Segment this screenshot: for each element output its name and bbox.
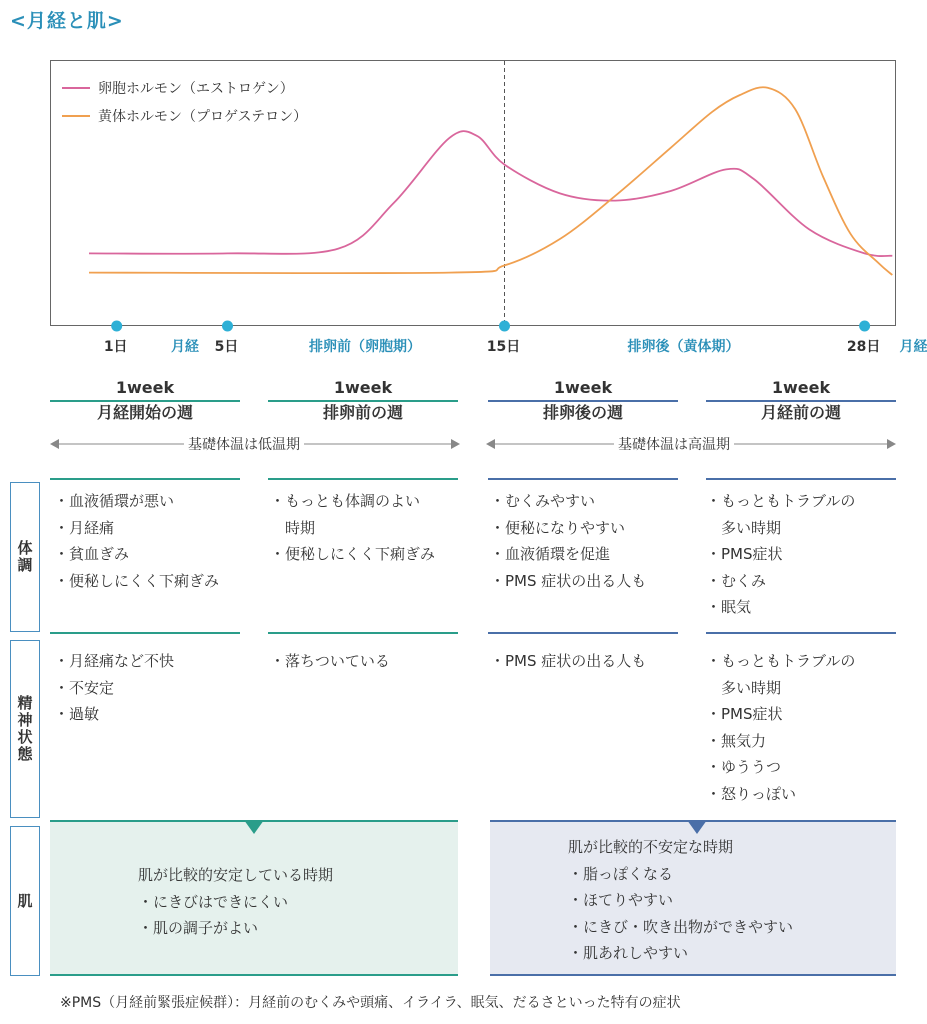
- list-item: ・月経痛: [54, 518, 115, 537]
- list-item: ・むくみ: [706, 571, 767, 590]
- list-item: ・むくみやすい: [490, 492, 596, 510]
- list-item: ・無気力: [706, 731, 767, 750]
- week-4-name: 月経前の週: [760, 403, 841, 422]
- list-item: ・不安定: [54, 678, 115, 697]
- week-1-label: 1week: [115, 378, 175, 397]
- week-rule: [706, 400, 896, 402]
- row-rule: [488, 478, 678, 480]
- skin-stable-text: [138, 862, 333, 942]
- list-item: ・もっともトラブルの: [706, 492, 856, 510]
- week-header-2: [268, 378, 458, 426]
- x-tick-label: 月経: [899, 339, 927, 355]
- temperature-high-label: 基礎体温は高温期: [614, 434, 734, 454]
- physical-cell-week-3: [490, 488, 646, 594]
- list-item: 多い時期: [706, 678, 782, 697]
- week-3-name: 排卵後の週: [542, 403, 623, 422]
- row-rule: [50, 632, 240, 634]
- week-rule: [488, 400, 678, 402]
- mental-cell-week-3: [490, 648, 646, 675]
- list-item: ・便秘になりやすい: [490, 518, 626, 537]
- day-marker: [499, 321, 510, 332]
- list-item: ・眠気: [706, 598, 752, 616]
- row-label-skin: 肌: [10, 826, 40, 976]
- list-item: ・ほてりやすい: [568, 891, 674, 909]
- list-item: ・落ちついている: [270, 652, 390, 670]
- row-rule: [488, 632, 678, 634]
- skin-unstable-heading: 肌が比較的不安定な時期: [568, 838, 734, 856]
- legend-swatch-progesterone: [62, 115, 90, 117]
- row-label-physical: 体調: [10, 482, 40, 632]
- mental-cell-week-1: [54, 648, 174, 728]
- skin-unstable-text: [568, 834, 793, 967]
- x-tick-label: 排卵前（卵胞期）: [309, 339, 421, 355]
- row-rule: [706, 478, 896, 480]
- week-3-label: 1week: [553, 378, 613, 397]
- row-rule: [50, 478, 240, 480]
- hormone-chart-svg: [51, 61, 897, 327]
- physical-cell-week-4: [706, 488, 855, 621]
- physical-cell-week-2: [270, 488, 435, 568]
- list-item: ・PMS症状: [706, 545, 783, 563]
- list-item: ・ゆううつ: [706, 758, 782, 776]
- list-item: ・血液循環が悪い: [54, 492, 175, 510]
- skin-stable-heading: 肌が比較的安定している時期: [138, 866, 334, 884]
- week-rule: [50, 400, 240, 402]
- list-item: ・脂っぽくなる: [568, 864, 674, 883]
- week-rule: [268, 400, 458, 402]
- list-item: ・にきび・吹き出物ができやすい: [568, 917, 794, 936]
- triangle-down-icon: [244, 820, 264, 834]
- week-4-label: 1week: [771, 378, 831, 397]
- row-rule: [706, 632, 896, 634]
- x-tick-label: 5日: [214, 339, 239, 355]
- list-item: ・PMS 症状の出る人も: [490, 652, 647, 670]
- day-marker: [111, 321, 122, 332]
- legend-item-estrogen: [62, 78, 294, 98]
- physical-cell-week-1: [54, 488, 219, 594]
- row-rule: [268, 632, 458, 634]
- list-item: ・PMS 症状の出る人も: [490, 571, 647, 590]
- list-item: ・貧血ぎみ: [54, 545, 130, 563]
- week-header-3: [488, 378, 678, 426]
- skin-panel-stable: [50, 820, 458, 976]
- week-header-1: [50, 378, 240, 426]
- list-item: ・肌の調子がよい: [138, 919, 259, 937]
- mental-cell-week-4: [706, 648, 855, 807]
- x-tick-label: 月経: [170, 339, 199, 355]
- page-title: <月経と肌>: [10, 10, 124, 32]
- row-label-mental: 精神状態: [10, 640, 40, 818]
- week-header-4: [706, 378, 896, 426]
- x-tick-label: 1日: [103, 339, 128, 355]
- temperature-high: [486, 434, 896, 454]
- list-item: 多い時期: [706, 518, 782, 537]
- list-item: ・血液循環を促進: [490, 545, 611, 563]
- legend-item-progesterone: [62, 106, 307, 126]
- hormone-chart: [50, 60, 896, 326]
- list-item: ・便秘しにくく下痢ぎみ: [54, 571, 220, 590]
- list-item: ・PMS症状: [706, 705, 783, 723]
- week-2-name: 排卵前の週: [322, 403, 403, 422]
- legend-label-estrogen: 卵胞ホルモン（エストロゲン）: [98, 81, 294, 97]
- temperature-low: [50, 434, 460, 454]
- x-tick-label: 28日: [846, 339, 881, 355]
- list-item: ・怒りっぽい: [706, 784, 797, 803]
- week-1-name: 月経開始の週: [96, 403, 193, 422]
- row-rule: [268, 478, 458, 480]
- week-2-label: 1week: [333, 378, 393, 397]
- skin-panel-unstable: [490, 820, 896, 976]
- list-item: ・にきびはできにくい: [138, 892, 289, 911]
- list-item: ・過敏: [54, 705, 100, 723]
- series-line-estrogen: [89, 131, 892, 256]
- footnote: ※PMS（月経前緊張症候群）：月経前のむくみや頭痛、イライラ、眠気、だるさといった特有の症状: [60, 995, 681, 1011]
- list-item: ・もっともトラブルの: [706, 652, 856, 670]
- legend-swatch-estrogen: [62, 87, 90, 89]
- list-item: 時期: [270, 518, 316, 537]
- list-item: ・月経痛など不快: [54, 652, 175, 670]
- legend-label-progesterone: 黄体ホルモン（プロゲステロン）: [98, 109, 308, 125]
- triangle-down-icon: [687, 820, 707, 834]
- temperature-low-label: 基礎体温は低温期: [184, 434, 304, 454]
- mental-cell-week-2: [270, 648, 390, 675]
- list-item: ・便秘しにくく下痢ぎみ: [270, 545, 436, 563]
- x-tick-label: 15日: [486, 339, 521, 355]
- day-marker: [222, 321, 233, 332]
- list-item: ・肌あれしやすい: [568, 944, 689, 962]
- list-item: ・もっとも体調のよい: [270, 492, 421, 510]
- x-tick-label: 排卵後（黄体期）: [627, 339, 740, 355]
- day-marker: [859, 321, 870, 332]
